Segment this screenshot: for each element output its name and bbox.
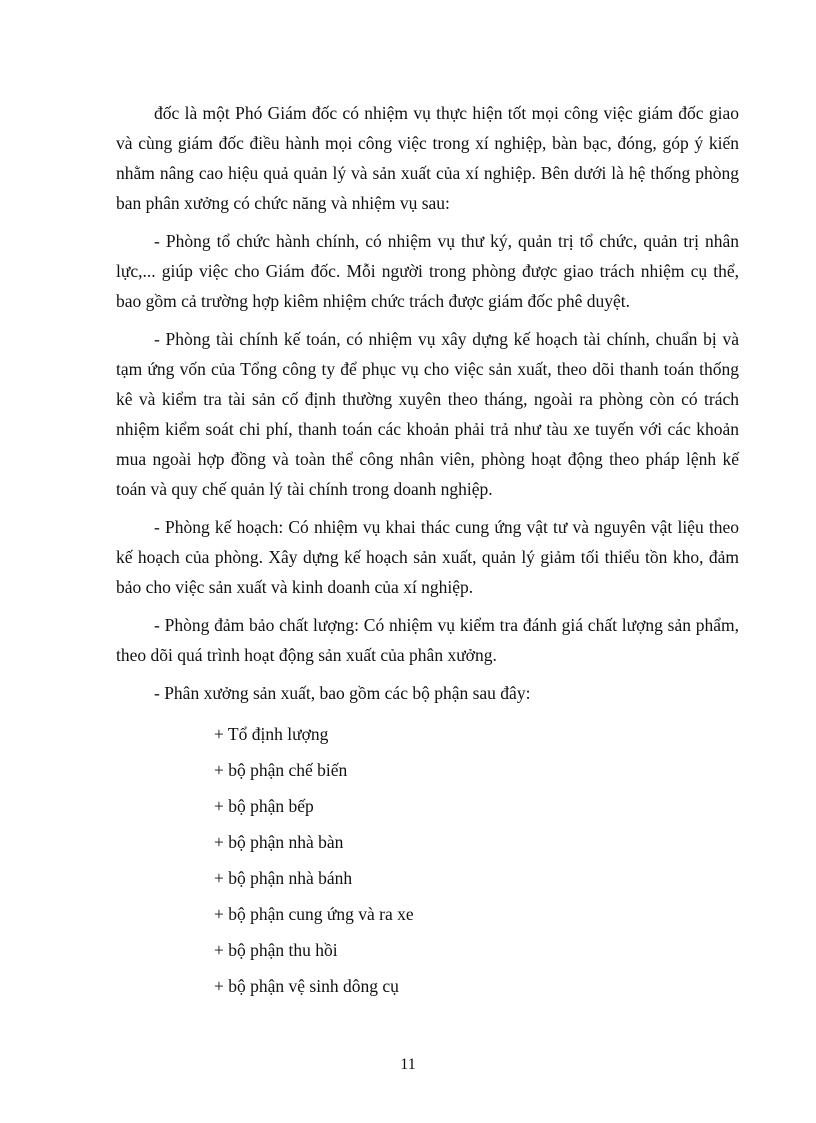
list-item: + bộ phận cung ứng và ra xe (214, 904, 414, 924)
workshop-units-list (116, 716, 739, 1004)
paragraph-quality-assurance-office: - Phòng đảm bảo chất lượng: Có nhiệm vụ kiểm tra đánh giá chất lượng sản phẩm, theo dõi quá trình hoạt động sản xuất của phân xưởng. (116, 615, 739, 665)
list-item: + bộ phận bếp (214, 796, 314, 816)
list-item: + bộ phận vệ sinh dông cụ (214, 976, 399, 996)
list-item: + Tổ định lượng (214, 724, 329, 744)
paragraph-planning-office: - Phòng kế hoạch: Có nhiệm vụ khai thác cung ứng vật tư và nguyên vật liệu theo kế hoạch của phòng. Xây dựng kế hoạch sản xuất, quản lý giảm tối thiểu tồn kho, đảm bảo cho việc sản xuất và kinh doanh của xí nghiệp. (116, 517, 739, 597)
list-item: + bộ phận nhà bàn (214, 832, 344, 852)
list-item: + bộ phận thu hồi (214, 940, 338, 960)
paragraph-intro: đốc là một Phó Giám đốc có nhiệm vụ thực hiện tốt mọi công việc giám đốc giao và cùng giám đốc điều hành mọi công việc trong xí nghiệp, bàn bạc, đóng, góp ý kiến nhằm nâng cao hiệu quả quản lý và sản xuất của xí nghiệp. Bên dưới là hệ thống phòng ban phân xưởng có chức năng và nhiệm vụ sau: (116, 103, 739, 213)
document-page (116, 98, 739, 1004)
list-item: + bộ phận nhà bánh (214, 868, 353, 888)
paragraph-administration-office: - Phòng tổ chức hành chính, có nhiệm vụ thư ký, quản trị tổ chức, quản trị nhân lực,... giúp việc cho Giám đốc. Mỗi người trong phòng được giao trách nhiệm cụ thể, bao gồm cả trường hợp kiêm nhiệm chức trách được giám đốc phê duyệt. (116, 231, 739, 311)
paragraph-finance-accounting-office: - Phòng tài chính kế toán, có nhiệm vụ xây dựng kế hoạch tài chính, chuẩn bị và tạm ứng vốn của Tổng công ty để phục vụ cho việc sản xuất, theo dõi thanh toán thống kê và kiểm tra tài sản cố định thường xuyên theo tháng, ngoài ra phòng còn có trách nhiệm kiểm soát chi phí, thanh toán các khoản phải trả như tàu xe tuyến với các khoản mua ngoài hợp đồng và toàn thể công nhân viên, phòng hoạt động theo pháp lệnh kế toán và quy chế quản lý tài chính trong doanh nghiệp. (116, 329, 739, 499)
page-number: 11 (400, 1056, 416, 1073)
paragraph-production-workshop: - Phân xưởng sản xuất, bao gồm các bộ phận sau đây: (154, 683, 531, 703)
list-item: + bộ phận chế biến (214, 760, 348, 780)
